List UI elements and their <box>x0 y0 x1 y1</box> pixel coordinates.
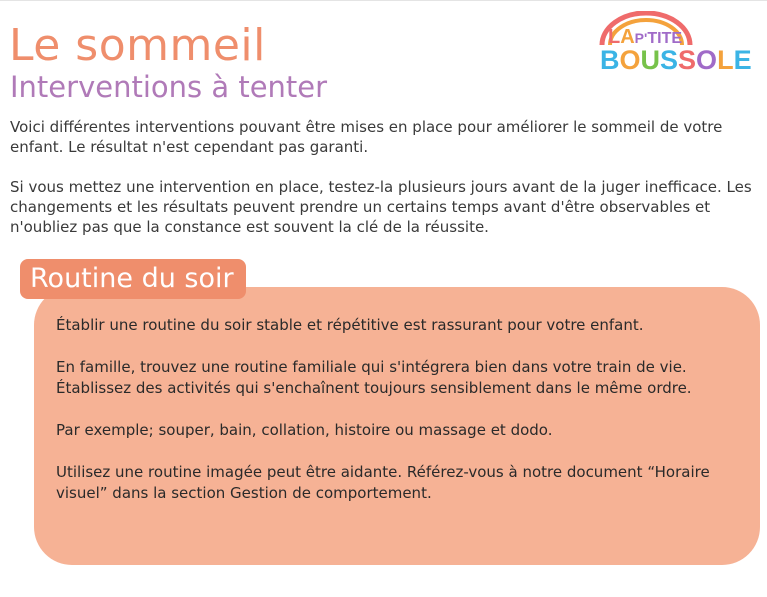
la-ptite-boussole-logo <box>590 11 762 73</box>
page-title: Le sommeil <box>9 20 266 71</box>
logo-line1: LAP'TITE <box>608 26 683 48</box>
logo-graphic <box>590 11 762 73</box>
intro-paragraph: Si vous mettez une intervention en place, testez-la plusieurs jours avant de la juger inefficace. Les changements et les résultats peuvent prendre un certains temps avant d'être observables et n'oubliez pas que la constance est souvent la clé de la réussite. <box>10 178 752 236</box>
section-heading: Routine du soir <box>20 259 246 299</box>
logo-line2: BOUSSOLE <box>600 45 752 73</box>
card-paragraph: Utilisez une routine imagée peut être aidante. Référez-vous à notre document “Horaire visuel” dans la section Gestion de comportement. <box>56 463 710 502</box>
card-paragraph: Par exemple; souper, bain, collation, histoire ou massage et dodo. <box>56 421 553 439</box>
card-paragraph: Établir une routine du soir stable et répétitive est rassurant pour votre enfant. <box>56 316 644 334</box>
intro-paragraph: Voici différentes interventions pouvant être mises en place pour améliorer le sommeil de votre enfant. Le résultat n'est cependant pas garanti. <box>10 118 723 156</box>
intro-text <box>10 117 762 257</box>
page-subtitle: Interventions à tenter <box>10 70 328 104</box>
card-paragraph: En famille, trouvez une routine familiale qui s'intégrera bien dans votre train de vie. Établissez des activités qui s'enchaînent toujours sensiblement dans le même ordre. <box>56 358 692 397</box>
routine-card-body <box>56 315 746 525</box>
